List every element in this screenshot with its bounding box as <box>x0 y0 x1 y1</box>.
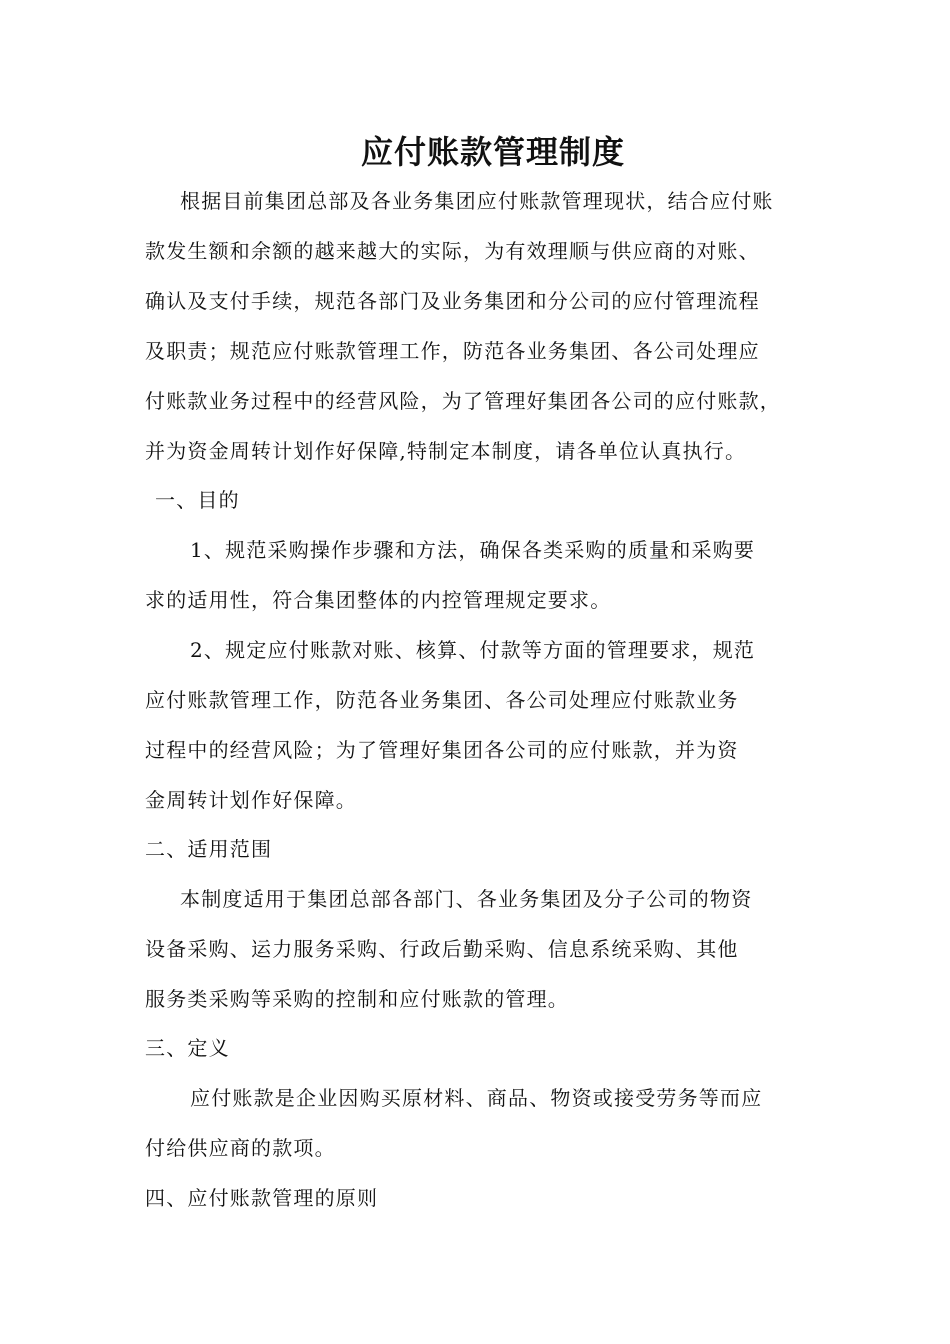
intro-line-2: 款发生额和余额的越来越大的实际，为有效理顺与供应商的对账、 <box>145 239 760 263</box>
scope-line-3: 服务类采购等采购的控制和应付账款的管理。 <box>145 987 569 1011</box>
definition-line-2: 付给供应商的款项。 <box>145 1136 336 1160</box>
intro-line-1: 根据目前集团总部及各业务集团应付账款管理现状，结合应付账 <box>180 189 774 213</box>
purpose-line-4: 应付账款管理工作，防范各业务集团、各公司处理应付账款业务 <box>145 688 739 712</box>
scope-line-2: 设备采购、运力服务采购、行政后勤采购、信息系统采购、其他 <box>145 937 739 961</box>
intro-line-4: 及职责；规范应付账款管理工作，防范各业务集团、各公司处理应 <box>145 339 760 363</box>
document-title: 应付账款管理制度 <box>360 133 625 171</box>
purpose-line-1: 1、规范采购操作步骤和方法，确保各类采购的质量和采购要 <box>190 538 756 562</box>
scope-line-1: 本制度适用于集团总部各部门、各业务集团及分子公司的物资 <box>180 887 753 911</box>
purpose-line-2: 求的适用性，符合集团整体的内控管理规定要求。 <box>145 588 612 612</box>
section-heading-definition: 三、定义 <box>145 1036 230 1060</box>
section-heading-principles: 四、应付账款管理的原则 <box>145 1186 379 1210</box>
definition-line-1: 应付账款是企业因购买原材料、商品、物资或接受劳务等而应 <box>190 1086 763 1110</box>
intro-line-6: 并为资金周转计划作好保障,特制定本制度，请各单位认真执行。 <box>145 439 747 463</box>
section-heading-purpose: 一、目的 <box>155 488 240 512</box>
section-heading-scope: 二、适用范围 <box>145 837 273 861</box>
purpose-line-5: 过程中的经营风险；为了管理好集团各公司的应付账款，并为资 <box>145 738 739 762</box>
purpose-line-6: 金周转计划作好保障。 <box>145 788 357 812</box>
intro-line-5: 付账款业务过程中的经营风险，为了管理好集团各公司的应付账款， <box>145 389 781 413</box>
purpose-line-3: 2、规定应付账款对账、核算、付款等方面的管理要求，规范 <box>190 638 756 662</box>
intro-line-3: 确认及支付手续，规范各部门及业务集团和分公司的应付管理流程 <box>145 289 760 313</box>
